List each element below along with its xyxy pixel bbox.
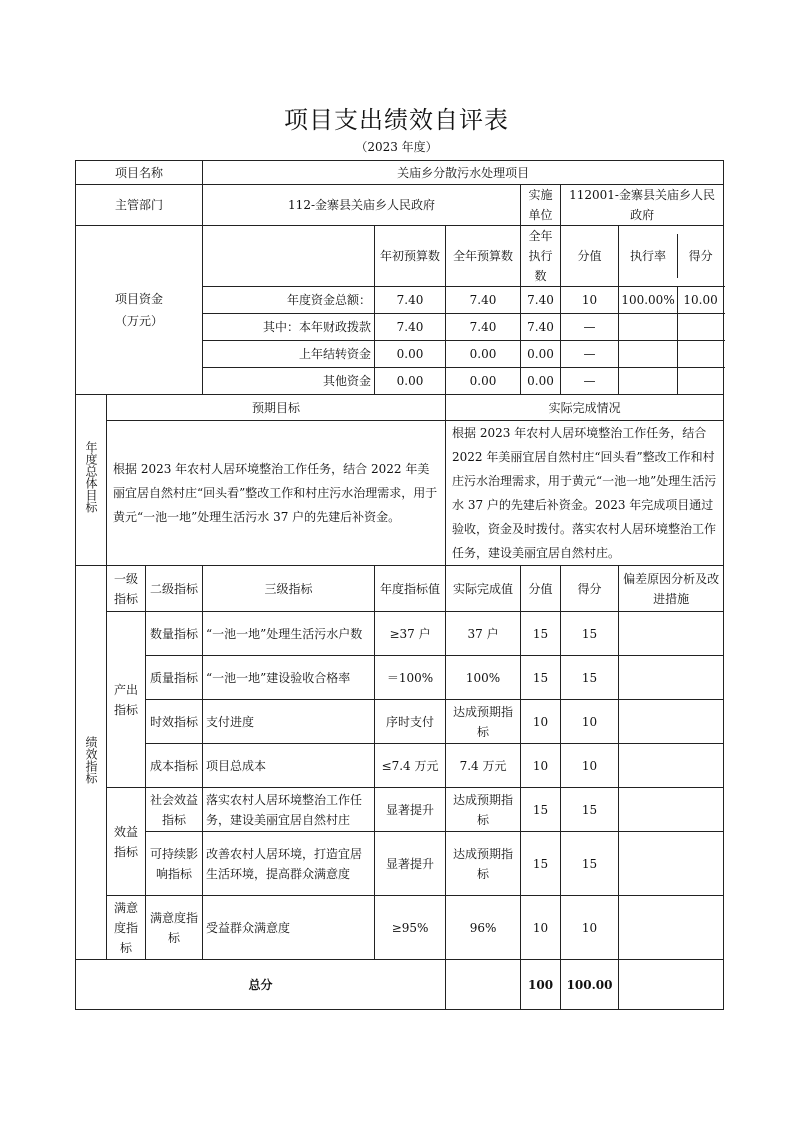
page-title: 项目支出绩效自评表: [284, 106, 509, 134]
perf-header-remark: 偏差原因分析及改进措施: [619, 566, 724, 612]
perf-target: ≥95%: [375, 896, 446, 960]
funds-header-score: 得分: [688, 249, 713, 263]
perf-weight: 15: [521, 832, 561, 896]
perf-l2: 时效指标: [146, 700, 203, 744]
project-name-label: 项目名称: [76, 161, 203, 185]
funds-header-executed: 全年执行数: [521, 226, 561, 287]
perf-header-l2: 二级指标: [146, 566, 203, 612]
funds-row-executed: 7.40: [521, 314, 561, 341]
perf-weight: 15: [521, 612, 561, 656]
impl-unit-value: 112001-金寨县关庙乡人民政府: [561, 185, 724, 226]
perf-score: 10: [561, 744, 619, 788]
table-row: [76, 832, 724, 896]
funds-header-weight: 分值: [561, 226, 619, 287]
perf-target: ≥37 户: [375, 612, 446, 656]
funds-row-weight: —: [561, 341, 619, 368]
perf-l2: 成本指标: [146, 744, 203, 788]
perf-weight: 10: [521, 744, 561, 788]
total-score: 100.00: [561, 960, 619, 1010]
perf-remark: [619, 832, 724, 896]
funds-row-rate-score: [619, 341, 724, 368]
goals-expected-label: 预期目标: [107, 395, 446, 421]
perf-l3: 项目总成本: [203, 744, 375, 788]
funds-row-score: 10.00: [683, 293, 718, 307]
perf-remark: [619, 656, 724, 700]
perf-target: ＝100%: [375, 656, 446, 700]
perf-actual: 达成预期指标: [446, 832, 521, 896]
funds-row-rate: 100.00%: [619, 287, 678, 313]
funds-label: 项目资金 （万元）: [76, 226, 203, 395]
funds-row-name: 年度资金总额：: [203, 287, 375, 314]
goals-label: 年度总体目标: [76, 395, 107, 566]
perf-l3: “一池一地”建设验收合格率: [203, 656, 375, 700]
funds-row-weight: 10: [561, 287, 619, 314]
perf-l3: 落实农村人居环境整治工作任务，建设美丽宜居自然村庄: [203, 788, 375, 832]
total-label: 总分: [76, 960, 446, 1010]
perf-score: 10: [561, 700, 619, 744]
perf-target: 序时支付: [375, 700, 446, 744]
funds-row-executed: 0.00: [521, 368, 561, 395]
funds-row-executed: 7.40: [521, 287, 561, 314]
perf-actual: 96%: [446, 896, 521, 960]
perf-weight: 10: [521, 700, 561, 744]
funds-header-rate-score: [619, 226, 724, 287]
table-row: [76, 656, 724, 700]
funds-header-rate: 执行率: [619, 234, 678, 278]
table-row: [76, 612, 724, 656]
perf-actual: 37 户: [446, 612, 521, 656]
perf-l1: 效益指标: [107, 788, 146, 896]
perf-weight: 10: [521, 896, 561, 960]
perf-remark: [619, 788, 724, 832]
perf-score: 15: [561, 832, 619, 896]
perf-l3: 改善农村人居环境，打造宜居生活环境，提高群众满意度: [203, 832, 375, 896]
perf-score: 15: [561, 788, 619, 832]
perf-actual: 达成预期指标: [446, 788, 521, 832]
table-row: [76, 788, 724, 832]
report-year: （2023 年度）: [355, 140, 438, 154]
perf-score: 15: [561, 656, 619, 700]
funds-row-annual: 0.00: [446, 368, 521, 395]
perf-l2: 社会效益指标: [146, 788, 203, 832]
perf-weight: 15: [521, 656, 561, 700]
perf-actual: 7.4 万元: [446, 744, 521, 788]
perf-l2: 可持续影响指标: [146, 832, 203, 896]
perf-l3: 受益群众满意度: [203, 896, 375, 960]
perf-header-weight: 分值: [521, 566, 561, 612]
funds-row-initial: 7.40: [375, 287, 446, 314]
dept-value: 112-金寨县关庙乡人民政府: [203, 185, 521, 226]
perf-l3: 支付进度: [203, 700, 375, 744]
perf-score: 10: [561, 896, 619, 960]
funds-row-executed: 0.00: [521, 341, 561, 368]
evaluation-table: [75, 160, 724, 1010]
funds-row-annual: 0.00: [446, 341, 521, 368]
perf-remark: [619, 700, 724, 744]
perf-l1: 满意度指标: [107, 896, 146, 960]
funds-row-weight: —: [561, 368, 619, 395]
total-actual-blank: [446, 960, 521, 1010]
perf-header-target: 年度指标值: [375, 566, 446, 612]
perf-header-actual: 实际完成值: [446, 566, 521, 612]
funds-row-annual: 7.40: [446, 314, 521, 341]
perf-actual: 达成预期指标: [446, 700, 521, 744]
perf-header-l3: 三级指标: [203, 566, 375, 612]
funds-row-initial: 0.00: [375, 368, 446, 395]
table-row: [76, 744, 724, 788]
funds-header-annual: 全年预算数: [446, 226, 521, 287]
impl-unit-label: 实施单位: [521, 185, 561, 226]
perf-target: 显著提升: [375, 832, 446, 896]
perf-weight: 15: [521, 788, 561, 832]
perf-label: 绩效指标: [76, 566, 107, 960]
perf-actual: 100%: [446, 656, 521, 700]
table-row: [76, 700, 724, 744]
perf-header-score: 得分: [561, 566, 619, 612]
funds-row-rate-score: [619, 287, 724, 314]
goals-actual-text: 根据 2023 年农村人居环境整治工作任务，结合 2022 年美丽宜居自然村庄“回头看”整改工作和村庄污水治理需求，用于黄元“一池一地”处理生活污水 37 户的先建后补资金。2023 年完成项目通过验收，资金及时拨付。落实农村人居环境整治工作任务，建设美丽宜居自然村庄。: [446, 421, 724, 566]
funds-row-name: 其他资金: [203, 368, 375, 395]
goals-expected-text: 根据 2023 年农村人居环境整治工作任务，结合 2022 年美丽宜居自然村庄“回头看”整改工作和村庄污水治理需求，用于黄元“一池一地”处理生活污水 37 户的先建后补资金。: [107, 421, 446, 566]
perf-remark: [619, 612, 724, 656]
perf-score: 15: [561, 612, 619, 656]
funds-row-annual: 7.40: [446, 287, 521, 314]
perf-l3: “一池一地”处理生活污水户数: [203, 612, 375, 656]
dept-label: 主管部门: [76, 185, 203, 226]
funds-row-weight: —: [561, 314, 619, 341]
perf-l2: 满意度指标: [146, 896, 203, 960]
funds-row-rate-score: [619, 314, 724, 341]
perf-l1: 产出指标: [107, 612, 146, 788]
funds-row-name: 其中：本年财政拨款: [203, 314, 375, 341]
goals-actual-label: 实际完成情况: [446, 395, 724, 421]
funds-row-name: 上年结转资金: [203, 341, 375, 368]
perf-l2: 质量指标: [146, 656, 203, 700]
funds-row-rate-score: [619, 368, 724, 395]
perf-target: ≤7.4 万元: [375, 744, 446, 788]
perf-header-l1: 一级指标: [107, 566, 146, 612]
funds-header-blank: [203, 226, 375, 287]
perf-remark: [619, 744, 724, 788]
total-weight: 100: [521, 960, 561, 1010]
perf-remark: [619, 896, 724, 960]
funds-row-initial: 0.00: [375, 341, 446, 368]
perf-l2: 数量指标: [146, 612, 203, 656]
total-remark-blank: [619, 960, 724, 1010]
funds-header-initial: 年初预算数: [375, 226, 446, 287]
table-row: [76, 896, 724, 960]
perf-target: 显著提升: [375, 788, 446, 832]
funds-row-initial: 7.40: [375, 314, 446, 341]
project-name-value: 关庙乡分散污水处理项目: [203, 161, 724, 185]
